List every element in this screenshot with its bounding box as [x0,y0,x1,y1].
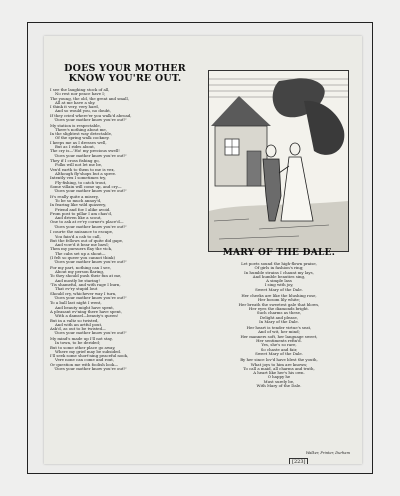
left-stanza [50,337,200,371]
verse-line: That ev'ry stupid lout [55,287,98,292]
verse-line: And mostly be staring! [55,278,100,283]
verse-line: A heart like her's his own. [253,371,305,376]
verse-line: Vere none can come and rout, [55,358,115,363]
verse-line: But to some other place go away, [50,345,116,350]
verse-line: I'll seek some short'ning peaceful nook, [50,354,129,359]
left-stanza [50,195,200,229]
verse-line: (I felt so queer you cannot think) [50,256,115,261]
verse-line: Her breath the sweetest gale that blows, [238,302,320,307]
verse-line: 'Does your mother know you're out?' [54,118,127,123]
verse-line: To a ball last night I went, [50,301,102,306]
verse-line: Where my grief may be subsided. [55,349,122,354]
verse-line: You fain'd a cab to call, [55,234,101,239]
verse-line: Her eyes the diamonds bright. [248,306,310,311]
right-ballad-column [208,262,350,452]
verse-line: 'Does your mother know you're out?' [54,260,127,265]
verse-line: I keeps me as I dresses well, [50,140,107,145]
verse-line: Should cry, whichever way I turn, [50,291,117,296]
verse-line: For my part, nothing can I see, [50,265,112,270]
verse-line: But as I rides about, [55,145,96,150]
verse-line: And beauty might have spent, [55,305,115,310]
verse-line: To call a maid, all charms and truth, [243,366,315,371]
verse-line: In town, to be derided; [55,341,101,346]
verse-line: A simple lass [266,279,292,284]
verse-line: And vow'd it bear me bawl; [55,243,109,248]
left-ballad-title [50,64,200,84]
verse-line: To be so much annoy'd, [55,198,102,203]
verse-line: Her sentiments refin'd. [256,339,302,344]
sheet-number-value: 223 [293,459,304,464]
verse-line: Friend and foe I alike avoid. [55,207,111,212]
sheet-number: [223] [289,458,308,464]
verse-line: In humble strains I chaunt my lays, [244,270,314,275]
verse-line: My station is respectable, [50,123,101,128]
verse-line: 'Does your mother know you're out?' [54,153,127,158]
verse-line: 'Tis shameful, and with rage I burn, [50,283,121,287]
left-stanza [50,88,200,122]
verse-line: Yes, she's so rare, [261,343,297,348]
verse-line: Fly-fishing, to catch trout, [55,180,107,185]
verse-line: The cry is—'Ho! my precious swell! [50,149,120,154]
left-stanza [50,266,200,300]
verse-line: The cabs set up a shout— [55,251,106,256]
verse-line: Sweet Mary of the Dale. [255,351,303,356]
left-ballad-column [50,58,200,458]
verse-line: Sweet Mary of the Dale. [255,287,303,292]
verse-line: From post to pillar I am chas'd, [50,211,113,216]
verse-line: With a damsel—beauty's queen! [55,314,119,319]
verse-line: I think it very, very hard, [50,105,99,110]
left-ballad-stanzas [50,88,200,371]
verse-line: Must surely be, [263,379,295,384]
verse-line: No rest nor peace have I; [55,92,106,97]
verse-line: And so would you, no doubt, [55,109,112,114]
verse-line: Although fly'shops but a spree. [55,172,117,177]
verse-line: A pleasant ev'ning there have spent, [50,309,123,314]
verse-line: Her heart is tender virtue's seat, [246,326,312,331]
verse-line: 'Does your mother know you're out?' [54,295,127,300]
verse-line: In Mary of the Dale. [259,319,299,324]
left-title-line-2: KNOW YOU'RE OUT. [68,73,182,84]
right-ballad-lines [208,262,350,388]
verse-line: 'Does your mother know you're out?' [54,189,127,194]
verse-line: There's nothing about me, [55,127,107,132]
verse-line: All at me have a shy. [55,100,96,105]
verse-line: Of the spring walk cockney. [55,136,110,141]
verse-line: And driven like a scout, [55,216,102,221]
verse-line: In fearing like wild quizzery, [50,203,107,208]
verse-line: And with an artful pout, [55,322,103,327]
verse-line: 'Does your mother know you're out?' [54,331,127,336]
verse-line: I courte the nuisance to escape, [50,230,114,235]
verse-line: So chaste and fair, [260,347,298,352]
broadside-sheet [44,36,362,464]
verse-line: One to ask at ev'ry corner's place'd— [50,220,124,225]
verse-line: With Mary of the Dale. [256,384,302,389]
verse-line: Then my pursuers flay the vick, [50,247,113,252]
printer-imprint: Walker, Printer, Durham [305,451,350,455]
verse-line: And humble beauties sing, [252,274,306,279]
verse-line: Or question me with foolish look— [50,362,119,367]
left-stanza [50,301,200,335]
verse-line: Let poets sound the high-flown praise, [241,262,317,266]
right-ballad-title: MARY OF THE DALE. [222,248,336,258]
verse-line: Such charms as these, [256,311,302,316]
verse-line: It's really quite a misery, [50,194,99,199]
verse-line: What joys to him are known; [250,362,308,367]
verse-line: But the fellows out of quite did gape, [50,238,124,243]
verse-line: Of girls in fashion's ring; [254,266,304,271]
verse-line: But in a valtz so twisted, [50,318,99,323]
verse-line: Ask'd, as out to be twisted— [50,327,106,332]
verse-line: About my person flaring, [55,270,105,275]
verse-line: They if I cross fishing go, [50,159,100,164]
verse-line: Her cheeks are like the blushing rose, [241,294,317,299]
verse-line: Her bosom lily white; [257,298,301,303]
left-stanza [50,159,200,193]
left-title-line-1: DOES YOUR MOTHER [64,63,186,74]
verse-line: I sing with joy, [264,283,294,288]
left-stanza [50,124,200,158]
verse-line: And of wit, her mind; [258,330,300,335]
verse-line: In the slightest way detectable, [50,132,113,137]
verse-line: 'Does your mother know you're out?' [54,224,127,229]
verse-line: By her since lov'd have blest the youth, [240,358,318,363]
verse-line: If they cried where'er you walk'd abroad, [50,113,132,118]
verse-line: To they should push their fun at me, [50,274,122,279]
verse-line: Intently vex I sometimes try, [50,176,107,181]
verse-line: Vex'd earth to them to me is vex, [50,167,115,172]
verse-line: Delight and please, [259,315,299,320]
verse-line: 'Does your mother know you're out?' [54,367,127,372]
verse-line: The young, the old, the great and small, [50,96,129,101]
verse-line: O happy he [267,375,291,380]
verse-line: My mind's made up I'll not stay, [50,336,113,341]
left-stanza [50,230,200,264]
verse-line: Some villain will come up, and cry— [50,184,122,189]
verse-line: Her manners soft, her language sweet, [240,334,318,339]
woodcut-couple-at-cottage-icon [208,70,349,252]
verse-line: I see the laughing stock of all, [50,88,110,92]
verse-line: Folks will not let me be, [55,163,103,168]
